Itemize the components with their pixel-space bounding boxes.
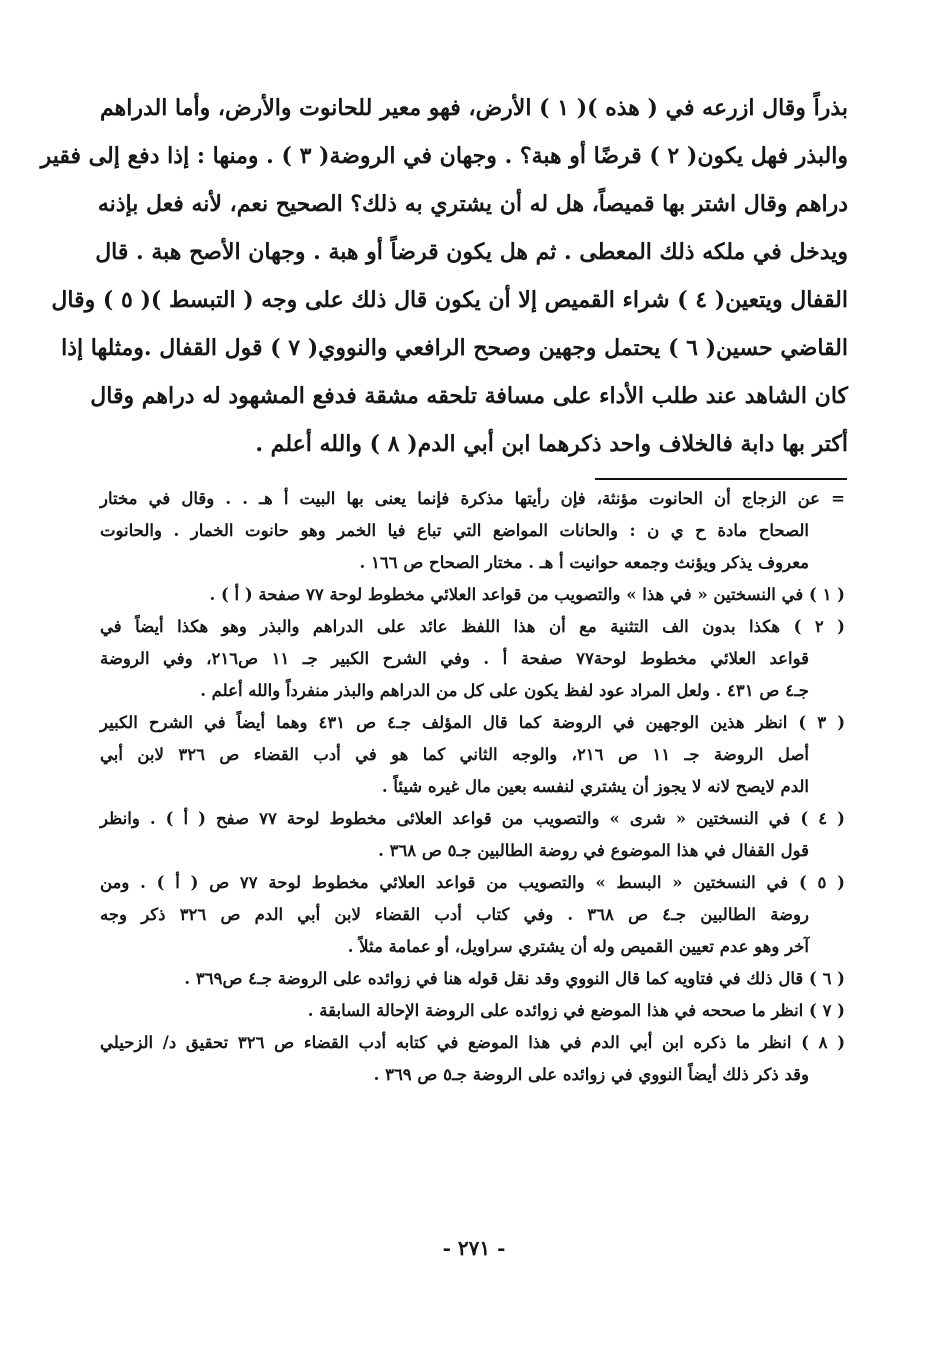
main-text-line: بذراً وقال ازرعه في ( هذه )( ١ ) الأرض، فهو معير للحانوت والأرض، وأما الدراهم: [100, 95, 849, 121]
footnote-line: ( ١ ) في النسختين « في هذا » والتصويب من قواعد العلائي مخطوط لوحة ٧٧ صفحة ( أ ) .: [209, 585, 845, 604]
footnote-line: ( ٥ ) في النسختين « البسط » والتصويب من قواعد العلائي مخطوط لوحة ٧٧ ص ( أ ) . ومن: [100, 873, 845, 892]
footnote-line: ( ٣ ) انظر هذين الوجهين في الروضة كما قال المؤلف جـ٤ ص ٤٣١ وهما أيضاً في الشرح الكبير: [100, 713, 846, 732]
footnote-5: [100, 867, 845, 963]
footnote-line: روضة الطالبين جـ٤ ص ٣٦٨ . وفي كتاب أدب القضاء لابن أبي الدم ص ٣٢٦ ذكر وجه: [100, 905, 809, 924]
footnote-line: = عن الزجاج أن الحانوت مؤنثة، فإن رأيتها مذكرة فإنما يعنى بها البيت أ هـ . . وقال في مختار: [100, 489, 845, 508]
footnote-separator: [595, 478, 847, 480]
footnote-line: جـ٤ ص ٤٣١ . ولعل المراد عود لفظ يكون على كل من الدراهم والبذر منفرداً والله أعلم .: [200, 681, 809, 700]
main-text-line: أكتر بها دابة فالخلاف واحد ذكرهما ابن أبي الدم( ٨ ) والله أعلم .: [255, 431, 848, 457]
footnote-2: [100, 611, 845, 707]
footnote-7: [100, 995, 845, 1027]
footnotes: [100, 483, 845, 1091]
main-text-line: والبذر فهل يكون( ٢ ) قرضًا أو هبة؟ . وجهان في الروضة( ٣ ) . ومنها : إذا دفع إلى فقير: [40, 143, 848, 169]
page-number: - ٢٧١ -: [442, 1236, 506, 1260]
main-text-line: كان الشاهد عند طلب الأداء على مسافة تلحقه مشقة فدفع المشهود له دراهم وقال: [90, 383, 848, 409]
footnote-8: [100, 1027, 845, 1091]
footnote-line: الصحاح مادة ح ي ن : والحانات المواضع التي تباع فيا الخمر وهو حانوت الخمار . والحانوت: [100, 521, 809, 540]
footnote-line: قول القفال في هذا الموضوع في روضة الطالبين جـ٥ ص ٣٦٨ .: [378, 841, 809, 860]
footnote-line: ( ٤ ) في النسختين « شرى » والتصويب من قواعد العلائى مخطوط لوحة ٧٧ صفح ( أ ) . وانظر: [100, 809, 845, 828]
footnote-line: ( ٨ ) انظر ما ذكره ابن أبي الدم في هذا الموضع في كتابه أدب القضاء ص ٣٢٦ تحقيق د/ الزحيلي: [100, 1033, 845, 1052]
footnote-1: [100, 579, 845, 611]
footnote-continuation: [100, 483, 845, 579]
footnote-4: [100, 803, 845, 867]
footnote-line: ( ٧ ) انظر ما صححه في هذا الموضع في زوائده على الروضة الإحالة السابقة .: [307, 1001, 845, 1020]
footnote-line: آخر وهو عدم تعيين القميص وله أن يشتري سراويل، أو عمامة مثلاً .: [347, 937, 809, 956]
footnote-line: وقد ذكر ذلك أيضاً النووي في زوائده على الروضة جـ٥ ص ٣٦٩ .: [373, 1065, 809, 1084]
main-text-line: ويدخل في ملكه ذلك المعطى . ثم هل يكون قرضاً أو هبة . وجهان الأصح هبة . قال: [95, 239, 848, 265]
footnote-line: قواعد العلائي مخطوط لوحة٧٧ صفحة أ . وفي الشرح الكبير جـ ١١ ص٢١٦، وفي الروضة: [100, 649, 810, 668]
main-text-line: دراهم وقال اشتر بها قميصاً، هل له أن يشتري به ذلك؟ الصحيح نعم، لأنه فعل بإذنه: [97, 191, 848, 217]
footnote-line: ( ٢ ) هكذا بدون الف التثنية مع أن هذا اللفظ عائد على الدراهم والبذر وهو هكذا أيضاً في: [100, 617, 845, 636]
footnote-line: معروف يذكر ويؤنث وجمعه حوانيت أ هـ . مختار الصحاح ص ١٦٦ .: [359, 553, 809, 572]
footnote-line: ( ٦ ) قال ذلك في فتاويه كما قال النووي وقد نقل قوله هنا في زوائده على الروضة جـ٤ ص٣٦٩ .: [184, 969, 845, 988]
main-text: [40, 84, 849, 468]
main-text-line: القفال ويتعين( ٤ ) شراء القميص إلا أن يكون قال ذلك على وجه ( التبسط )( ٥ ) وقال: [51, 287, 848, 313]
footnote-6: [100, 963, 845, 995]
footnote-line: أصل الروضة جـ ١١ ص ٢١٦، والوجه الثاني كما هو في أدب القضاء ص ٣٢٦ لابن أبي: [100, 745, 809, 764]
footnote-line: الدم لايصح لانه لا يجوز أن يشتري لنفسه بعين مال غيره شيئاً .: [381, 777, 809, 796]
main-text-line: القاضي حسين( ٦ ) يحتمل وجهين وصحح الرافعي والنووي( ٧ ) قول القفال .ومثلها إذا: [61, 335, 848, 361]
footnote-3: [100, 707, 845, 803]
